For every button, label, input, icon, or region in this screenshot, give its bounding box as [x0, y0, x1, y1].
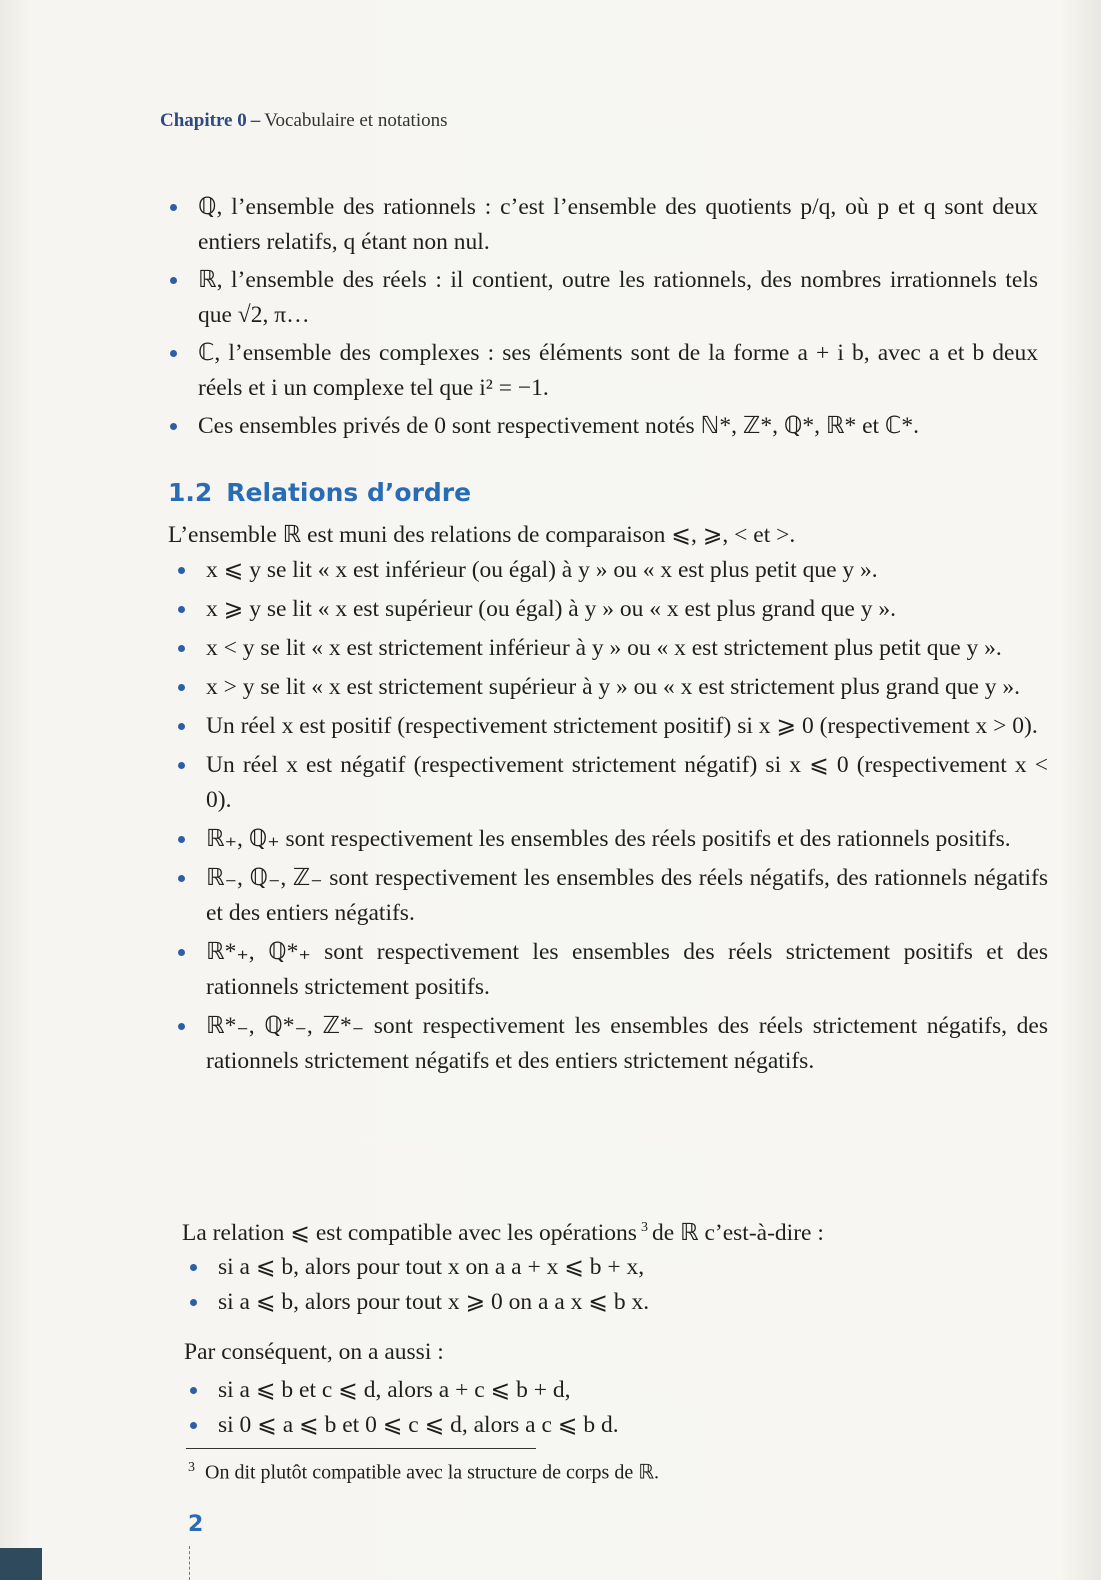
list-item: Ces ensembles privés de 0 sont respectivement notés ℕ*, ℤ*, ℚ*, ℝ* et ℂ*.	[168, 409, 1038, 444]
list-item: si a ⩽ b et c ⩽ d, alors a + c ⩽ b + d,	[188, 1373, 1048, 1408]
list-item: ℝ₋, ℚ₋, ℤ₋ sont respectivement les ensembles des réels négatifs, des rationnels négatifs et des entiers négatifs.	[176, 861, 1048, 931]
list-item: ℂ, l’ensemble des complexes : ses éléments sont de la forme a + i b, avec a et b deux réels et i un complexe tel que i² = −1.	[168, 336, 1038, 406]
section-heading	[168, 478, 471, 507]
list-item: x < y se lit « x est strictement inférieur à y » ou « x est strictement plus petit que y ».	[176, 631, 1048, 666]
chapter-title: Vocabulaire et notations	[264, 110, 448, 131]
list-item: Un réel x est négatif (respectivement strictement négatif) si x ⩽ 0 (respectivement x < 0).	[176, 748, 1048, 818]
section-title: Relations d’ordre	[226, 478, 472, 507]
running-header	[160, 110, 448, 132]
page-number: 2	[188, 1512, 204, 1537]
compatibility-paragraph	[182, 1210, 1052, 1251]
header-separator: –	[250, 110, 261, 131]
list-item: ℝ₊, ℚ₊ sont respectivement les ensembles des réels positifs et des rationnels positifs.	[176, 822, 1048, 857]
list-item: ℝ*₋, ℚ*₋, ℤ*₋ sont respectivement les ensembles des réels strictement négatifs, des rationnels strictement négatifs et des entiers strictement négatifs.	[176, 1009, 1048, 1079]
list-item: x ⩽ y se lit « x est inférieur (ou égal) à y » ou « x est plus petit que y ».	[176, 553, 1048, 588]
list-item: si a ⩽ b, alors pour tout x on a a + x ⩽ b + x,	[188, 1250, 1048, 1285]
corner-mark	[0, 1548, 42, 1580]
footnote-text: On dit plutôt compatible avec la structure de corps de ℝ.	[205, 1461, 660, 1484]
list-item: x > y se lit « x est strictement supérieur à y » ou « x est strictement plus grand que y ».	[176, 670, 1048, 705]
footnote-rule	[186, 1448, 536, 1449]
number-sets-list	[168, 190, 1038, 447]
consequence-list	[188, 1373, 1048, 1443]
section-number: 1.2	[168, 478, 213, 507]
list-item: x ⩾ y se lit « x est supérieur (ou égal) à y » ou « x est plus grand que y ».	[176, 592, 1048, 627]
order-relations-list	[176, 553, 1048, 1083]
list-item: si 0 ⩽ a ⩽ b et 0 ⩽ c ⩽ d, alors a c ⩽ b d.	[188, 1408, 1048, 1443]
compatibility-list	[188, 1250, 1048, 1320]
list-item: ℝ*₊, ℚ*₊ sont respectivement les ensembles des réels strictement positifs et des rationnels strictement positifs.	[176, 935, 1048, 1005]
list-item: Un réel x est positif (respectivement strictement positif) si x ⩾ 0 (respectivement x > 0).	[176, 709, 1048, 744]
footnote	[188, 1455, 659, 1486]
margin-tick	[189, 1546, 190, 1580]
intro-paragraph: L’ensemble ℝ est muni des relations de comparaison ⩽, ⩾, < et >.	[168, 522, 796, 548]
list-item: ℚ, l’ensemble des rationnels : c’est l’ensemble des quotients p/q, où p et q sont deux entiers relatifs, q étant non nul.	[168, 190, 1038, 260]
consequence-paragraph: Par conséquent, on a aussi :	[184, 1339, 444, 1365]
compatibility-text: La relation ⩽ est compatible avec les opérations	[182, 1219, 637, 1246]
chapter-label: Chapitre 0	[160, 110, 247, 131]
footnote-reference: 3	[640, 1220, 648, 1235]
list-item: si a ⩽ b, alors pour tout x ⩾ 0 on a a x ⩽ b x.	[188, 1285, 1048, 1320]
list-item: ℝ, l’ensemble des réels : il contient, outre les rationnels, des nombres irrationnels tels que √2, π…	[168, 263, 1038, 333]
footnote-number: 3	[188, 1460, 195, 1475]
compatibility-text-end: de ℝ c’est-à-dire :	[651, 1219, 824, 1246]
